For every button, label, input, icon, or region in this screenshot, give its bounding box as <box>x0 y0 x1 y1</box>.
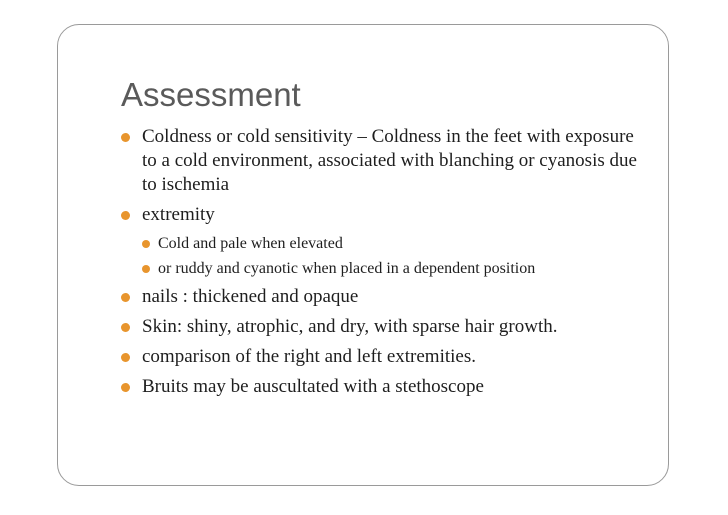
bullet-item <box>121 315 651 339</box>
bullet-dot-icon <box>142 240 150 248</box>
bullet-dot-icon <box>121 293 130 302</box>
bullet-dot-icon <box>121 353 130 362</box>
sub-bullet-list <box>142 234 651 279</box>
bullet-text: Coldness or cold sensitivity – Coldness in the feet with exposure to a cold environment, associated with blanching or cyanosis due to ischemia <box>142 126 637 195</box>
sub-bullet-item <box>142 234 651 254</box>
bullet-text: extremity <box>142 204 215 225</box>
bullet-list <box>121 125 651 405</box>
bullet-text: nails : thickened and opaque <box>142 286 359 307</box>
bullet-text: comparison of the right and left extremities. <box>142 346 476 367</box>
bullet-item <box>121 375 651 399</box>
bullet-dot-icon <box>121 133 130 142</box>
bullet-dot-icon <box>121 383 130 392</box>
bullet-dot-icon <box>121 211 130 220</box>
sub-bullet-text: or ruddy and cyanotic when placed in a dependent position <box>158 260 536 277</box>
bullet-dot-icon <box>121 323 130 332</box>
slide-title: Assessment <box>121 76 301 113</box>
sub-bullet-item <box>142 259 651 279</box>
bullet-dot-icon <box>142 265 150 273</box>
sub-bullet-text: Cold and pale when elevated <box>158 235 343 252</box>
bullet-item <box>121 285 651 309</box>
bullet-item <box>121 125 651 197</box>
bullet-item <box>121 345 651 369</box>
bullet-text: Bruits may be auscultated with a stethoscope <box>142 376 484 397</box>
slide-frame <box>57 24 669 486</box>
bullet-text: Skin: shiny, atrophic, and dry, with sparse hair growth. <box>142 316 558 337</box>
bullet-item <box>121 203 651 279</box>
